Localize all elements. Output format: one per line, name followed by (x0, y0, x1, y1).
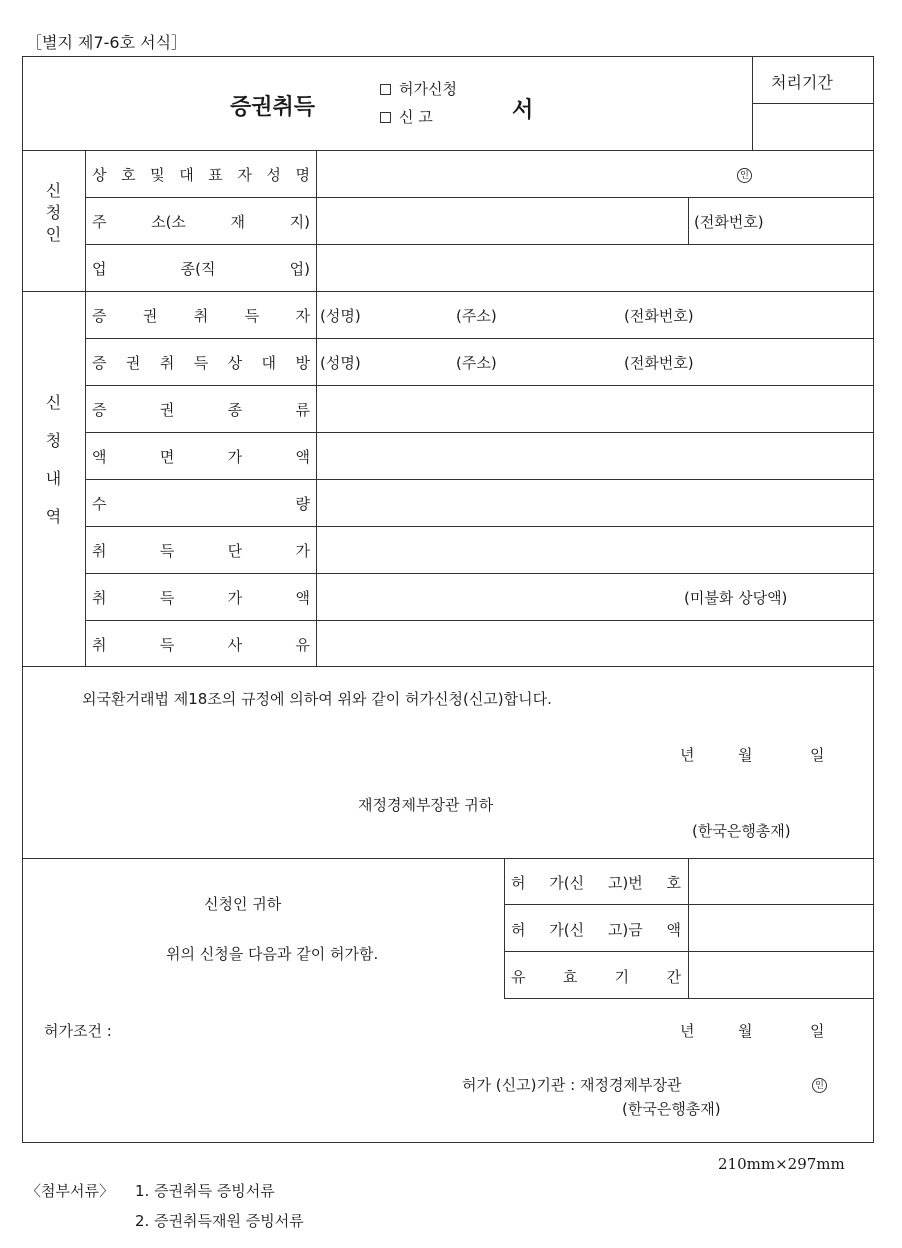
label-quantity: 수 량 (92, 495, 310, 513)
option-report[interactable] (380, 106, 433, 127)
label-occupation: 업 종(직 업) (92, 260, 310, 278)
label-permit-amount: 허 가(신 고)금 액 (511, 921, 681, 939)
details-section-label: 신 청 내 역 (45, 393, 62, 526)
counterparty-phone-label: (전화번호) (624, 354, 694, 372)
label-acquisition-amount: 취 득 가 액 (92, 589, 310, 607)
attachment-item-1: 1. 증권취득 증빙서류 (135, 1182, 275, 1200)
option-apply[interactable] (380, 78, 457, 99)
label-unit-price: 취 득 단 가 (92, 542, 310, 560)
approval-authority-sub: (한국은행총재) (622, 1100, 721, 1118)
form-title-suffix: 서 (512, 98, 534, 123)
option-apply-label: 허가신청 (399, 80, 457, 98)
approval-date-year: 년 (680, 1022, 695, 1040)
option-report-label: 신 고 (399, 108, 433, 126)
checkbox-apply[interactable] (380, 84, 391, 95)
label-address: 주 소(소 재 지) (92, 213, 310, 231)
label-acquisition-reason: 취 득 사 유 (92, 636, 310, 654)
counterparty-name-label: (성명) (320, 354, 361, 372)
form-title: 증권취득 (230, 95, 316, 120)
label-face-value: 액 면 가 액 (92, 448, 310, 466)
processing-period-label: 처리기간 (771, 73, 833, 92)
usd-equivalent-note: (미불화 상당액) (684, 589, 788, 607)
label-acquirer: 증 권 취 득 자 (92, 307, 310, 325)
approval-authority: 허가 (신고)기관 : 재정경제부장관 (462, 1076, 682, 1094)
label-permit-number: 허 가(신 고)번 호 (511, 874, 681, 892)
seal-mark: 인 (737, 164, 752, 183)
applicant-section-label: 신 청 인 (45, 181, 62, 244)
permit-conditions-label: 허가조건 : (44, 1022, 112, 1040)
attachments-label: 〈첨부서류〉 (26, 1182, 114, 1200)
approval-to: 신청인 귀하 (204, 895, 282, 913)
approval-date-month: 월 (738, 1022, 753, 1040)
checkbox-report[interactable] (380, 112, 391, 123)
label-counterparty: 증 권 취 득 상 대 방 (92, 354, 310, 372)
declaration-statement: 외국환거래법 제18조의 규정에 의하여 위와 같이 허가신청(신고)합니다. (82, 690, 552, 708)
declaration-date-day: 일 (810, 746, 825, 764)
authority-seal-mark: 인 (812, 1074, 827, 1093)
applicant-phone-label: (전화번호) (694, 213, 764, 231)
declaration-addressee: 재정경제부장관 귀하 (358, 796, 494, 814)
attachment-item-2: 2. 증권취득재원 증빙서류 (135, 1212, 304, 1230)
label-security-type: 증 권 종 류 (92, 401, 310, 419)
label-company-representative: 상 호 및 대 표 자 성 명 (92, 166, 310, 184)
declaration-addressee-sub: (한국은행총재) (692, 822, 791, 840)
form-number: ［별지 제7-6호 서식］ (26, 33, 188, 52)
acquirer-address-label: (주소) (456, 307, 497, 325)
approval-statement: 위의 신청을 다음과 같이 허가함. (166, 945, 379, 963)
paper-size: 210mm×297mm (718, 1155, 845, 1173)
declaration-date-month: 월 (738, 746, 753, 764)
acquirer-phone-label: (전화번호) (624, 307, 694, 325)
counterparty-address-label: (주소) (456, 354, 497, 372)
approval-date-day: 일 (810, 1022, 825, 1040)
acquirer-name-label: (성명) (320, 307, 361, 325)
label-validity-period: 유 효 기 간 (511, 968, 681, 986)
declaration-date-year: 년 (680, 746, 695, 764)
